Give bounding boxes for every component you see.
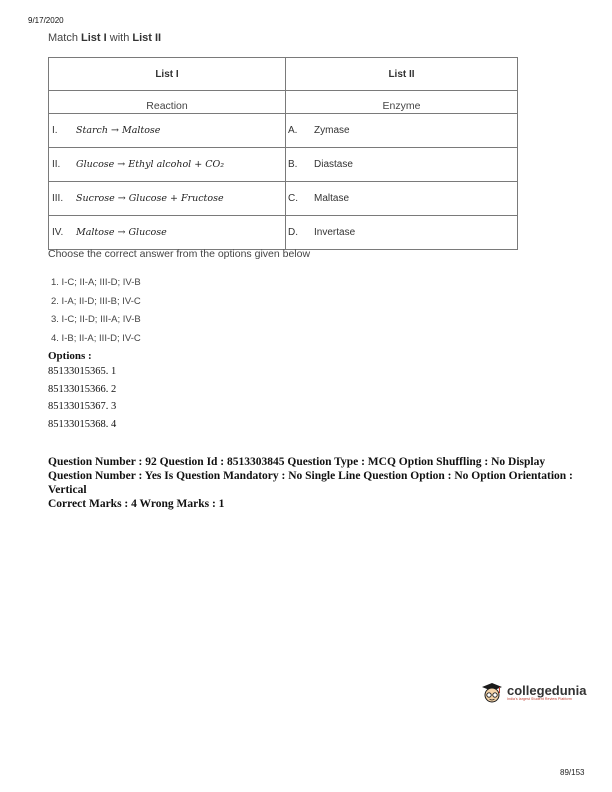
answer-option: 4. I-B; II-A; III-D; IV-C <box>51 332 141 344</box>
print-date: 9/17/2020 <box>28 16 64 25</box>
option-id: 85133015368. 4 <box>48 418 117 430</box>
answer-option: 3. I-C; II-D; III-A; IV-B <box>51 314 141 325</box>
enzyme-text: Invertase <box>314 227 356 238</box>
row-roman: I. <box>52 125 58 136</box>
list1-ref: List I <box>81 32 107 44</box>
option-id-list <box>48 366 116 436</box>
options-label: Options : <box>48 350 92 362</box>
reaction-text: Glucose → Ethyl alcohol + CO₂ <box>76 159 225 170</box>
row-letter: B. <box>288 159 298 170</box>
page-number: 89/153 <box>560 768 585 777</box>
answer-option: 2. I-A; II-D; III-B; IV-C <box>51 295 141 307</box>
row-roman: II. <box>52 159 61 170</box>
answer-list <box>51 274 141 348</box>
option-id: 85133015366. 2 <box>48 383 117 395</box>
table-row <box>49 216 518 250</box>
question-meta-details: Question Number : 92 Question Id : 8513303845 Question Type : MCQ Option Shuffling : No Display Question Number : Yes Is Question Mandatory : No Single Line Question Option : No Option Orientation : Vertical <box>48 456 573 496</box>
list2-ref: List II <box>132 32 162 44</box>
table-row <box>49 114 518 148</box>
question-meta <box>48 455 578 511</box>
row-roman: IV. <box>52 227 64 238</box>
reaction-text: Sucrose → Glucose + Fructose <box>76 193 224 204</box>
table-row <box>49 148 518 182</box>
reaction-text: Maltose → Glucose <box>76 227 167 238</box>
row-roman: III. <box>52 193 64 204</box>
graduate-mascot-icon <box>480 680 504 704</box>
list2-header: List II <box>286 58 518 91</box>
reaction-subheader: Reaction <box>49 91 286 114</box>
table-subheader-row <box>49 91 518 114</box>
row-letter: A. <box>288 125 298 136</box>
option-id: 85133015367. 3 <box>48 401 117 412</box>
reaction-text: Starch → Maltose <box>76 125 161 136</box>
enzyme-text: Diastase <box>314 159 353 170</box>
option-id: 85133015365. 1 <box>48 366 117 377</box>
enzyme-text: Zymase <box>314 125 350 136</box>
instruction-text: Choose the correct answer from the options given below <box>48 248 311 260</box>
table-row <box>49 182 518 216</box>
match-table <box>48 57 518 250</box>
answer-option: 1. I-C; II-A; III-D; IV-B <box>51 277 141 288</box>
row-letter: D. <box>288 227 298 238</box>
logo-tagline: India's largest Student Review Platform <box>507 696 572 701</box>
question-with: with <box>106 32 133 44</box>
enzyme-text: Maltase <box>314 193 350 204</box>
table-header-row <box>49 58 518 91</box>
question-prefix: Match <box>48 32 82 44</box>
question-marks: Correct Marks : 4 Wrong Marks : 1 <box>48 498 225 510</box>
enzyme-subheader: Enzyme <box>286 91 518 114</box>
logo-name: collegedunia <box>507 682 587 698</box>
row-letter: C. <box>288 193 298 204</box>
list1-header: List I <box>49 58 286 91</box>
question-title <box>48 32 161 44</box>
collegedunia-logo <box>480 680 586 704</box>
